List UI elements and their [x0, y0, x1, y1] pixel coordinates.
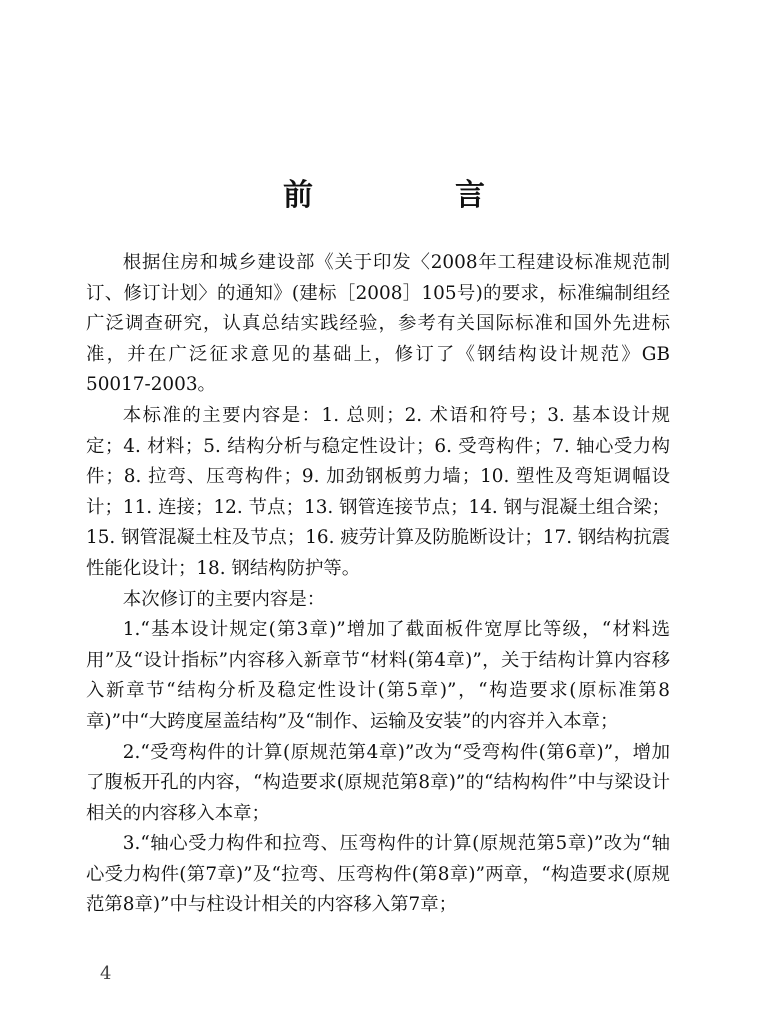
page-title: 前 言 — [283, 178, 541, 213]
paragraph-revision-heading: 本次修订的主要内容是： — [122, 588, 326, 610]
page-number: 4 — [100, 963, 112, 984]
paragraph-intro: 根据住房和城乡建设部《关于印发〈2008年工程建设标准规范制订、修订计划〉的通知》(建标［2008］105号)的要求，标准编制组经广泛调查研究，认真总结实践经验，参考有关国际标准和国外先进标准，并在广泛征求意见的基础上，修订了《钢结构设计规范》GB 50017-2003。 — [86, 252, 670, 396]
paragraph-revision-item-2: 2.“受弯构件的计算(原规范第4章)”改为“受弯构件(第6章)”，增加了腹板开孔的内容，“构造要求(原规范第8章)”的“结构构件”中与梁设计相关的内容移入本章； — [86, 741, 670, 824]
paragraph-revision-item-1: 1.“基本设计规定(第3章)”增加了截面板件宽厚比等级，“材料选用”及“设计指标”内容移入新章节“材料(第4章)”，关于结构计算内容移入新章节“结构分析及稳定性设计(第5章)”，“构造要求(原标准第8章)”中“大跨度屋盖结构”及“制作、运输及安装”的内容并入本章； — [86, 619, 670, 732]
paragraph-revision-item-3: 3.“轴心受力构件和拉弯、压弯构件的计算(原规范第5章)”改为“轴心受力构件(第7章)”及“拉弯、压弯构件(第8章)”两章，“构造要求(原规范第8章)”中与柱设计相关的内容移入第7章； — [86, 833, 670, 916]
paragraph-main-contents: 本标准的主要内容是：1. 总则；2. 术语和符号；3. 基本设计规定；4. 材料；5. 结构分析与稳定性设计；6. 受弯构件；7. 轴心受力构件；8. 拉弯、压弯构件；9. 加劲钢板剪力墙；10. 塑性及弯矩调幅设计；11. 连接；12. 节点；13. 钢管连接节点；14. 钢与混凝土组合梁；15. 钢管混凝土柱及节点；16. 疲劳计算及防脆断设计；17. 钢结构抗震性能化设计；18. 钢结构防护等。 — [86, 404, 670, 579]
body-text — [86, 248, 670, 921]
